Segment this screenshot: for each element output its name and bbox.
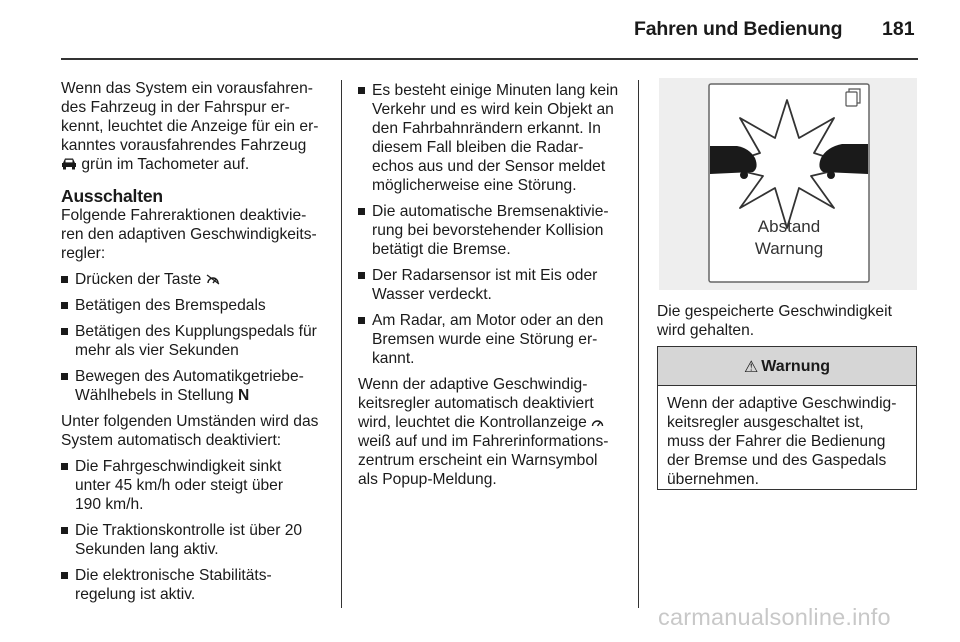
header-divider bbox=[61, 58, 918, 60]
page-header-title: Fahren und Bedienung bbox=[634, 18, 843, 40]
bullet-icon bbox=[61, 328, 68, 335]
figure-caption: Die gespeicherte Geschwindigkeit wird gehalten. bbox=[657, 303, 892, 339]
bullet-icon bbox=[358, 272, 365, 279]
list-item: Die elektronische Stabilitäts- regelung ist aktiv. bbox=[61, 566, 333, 604]
warning-box bbox=[657, 346, 917, 490]
list-item: Betätigen des Bremspedals bbox=[61, 296, 333, 315]
list-item: Der Radarsensor ist mit Eis oder Wasser verdeckt. bbox=[358, 266, 630, 304]
status-paragraph: Wenn der adaptive Geschwindig- keitsregler automatisch deaktiviert wird, leuchtet die Kontrollanzeige weiß auf und im Fahrerinformations- zentrum erscheint ein Warnsymbol als Popup-Meldung. bbox=[358, 376, 609, 488]
warning-header: ⚠ Warnung bbox=[658, 347, 916, 386]
bullet-icon bbox=[61, 276, 68, 283]
section-heading: Ausschalten bbox=[61, 186, 163, 206]
warning-text: Wenn der adaptive Geschwindig- keitsregler ausgeschaltet ist, muss der Fahrer die Bedienung der Bremse und des Gaspedals übernehmen. bbox=[667, 395, 897, 488]
list-item: Betätigen des Kupplungspedals für mehr als vier Sekunden bbox=[61, 322, 333, 360]
list-item: Am Radar, am Motor oder an den Bremsen wurde eine Störung er- kannt. bbox=[358, 311, 630, 368]
list-item: Die Fahrgeschwindigkeit sinkt unter 45 km/h oder steigt über 190 km/h. bbox=[61, 457, 333, 514]
lead-paragraph-2: Unter folgenden Umständen wird das System automatisch deaktiviert: bbox=[61, 413, 319, 449]
cruise-off-icon bbox=[206, 274, 220, 285]
bullet-icon bbox=[61, 463, 68, 470]
column-2 bbox=[358, 74, 630, 489]
column-divider-1 bbox=[341, 80, 342, 608]
bullet-icon bbox=[358, 87, 365, 94]
list-item: Drücken der Taste bbox=[61, 270, 333, 289]
column-1 bbox=[61, 79, 333, 604]
bullet-icon bbox=[358, 208, 365, 215]
list-item: Die Traktionskontrolle ist über 20 Sekunden lang aktiv. bbox=[61, 521, 333, 559]
cruise-control-icon bbox=[591, 417, 604, 428]
intro-paragraph: Wenn das System ein vorausfahren- des Fahrzeug in der Fahrspur er- kennt, leuchtet die Anzeige für ein er- kanntes vorausfahrendes Fahrzeug grün im Tachometer auf. bbox=[61, 80, 319, 173]
lead-paragraph: Folgende Fahreraktionen deaktivie- ren den adaptiven Geschwindigkeits- regler: bbox=[61, 207, 317, 262]
distance-warning-figure bbox=[659, 78, 917, 290]
column-divider-2 bbox=[638, 80, 639, 608]
list-item: Es besteht einige Minuten lang kein Verkehr und es wird kein Objekt an den Fahrbahnrändern erkannt. In diesem Fall bleiben die Radar- echos aus und der Sensor meldet möglicherweise eine Störung. bbox=[358, 81, 630, 195]
bullet-icon bbox=[61, 373, 68, 380]
bullet-icon bbox=[358, 317, 365, 324]
watermark: carmanualsonline.info bbox=[658, 604, 891, 630]
bullet-icon bbox=[61, 527, 68, 534]
list-item: Bewegen des Automatikgetriebe- Wählhebels in Stellung N bbox=[61, 367, 333, 405]
bullet-icon bbox=[61, 302, 68, 309]
warning-triangle-icon: ⚠ bbox=[743, 356, 759, 376]
page-number: 181 bbox=[882, 18, 915, 40]
car-icon bbox=[61, 157, 77, 170]
list-item: Die automatische Bremsenaktivie- rung bei bevorstehender Kollision betätigt die Bremse. bbox=[358, 202, 630, 259]
bullet-icon bbox=[61, 572, 68, 579]
figure-label: Abstand Warnung bbox=[754, 217, 824, 258]
